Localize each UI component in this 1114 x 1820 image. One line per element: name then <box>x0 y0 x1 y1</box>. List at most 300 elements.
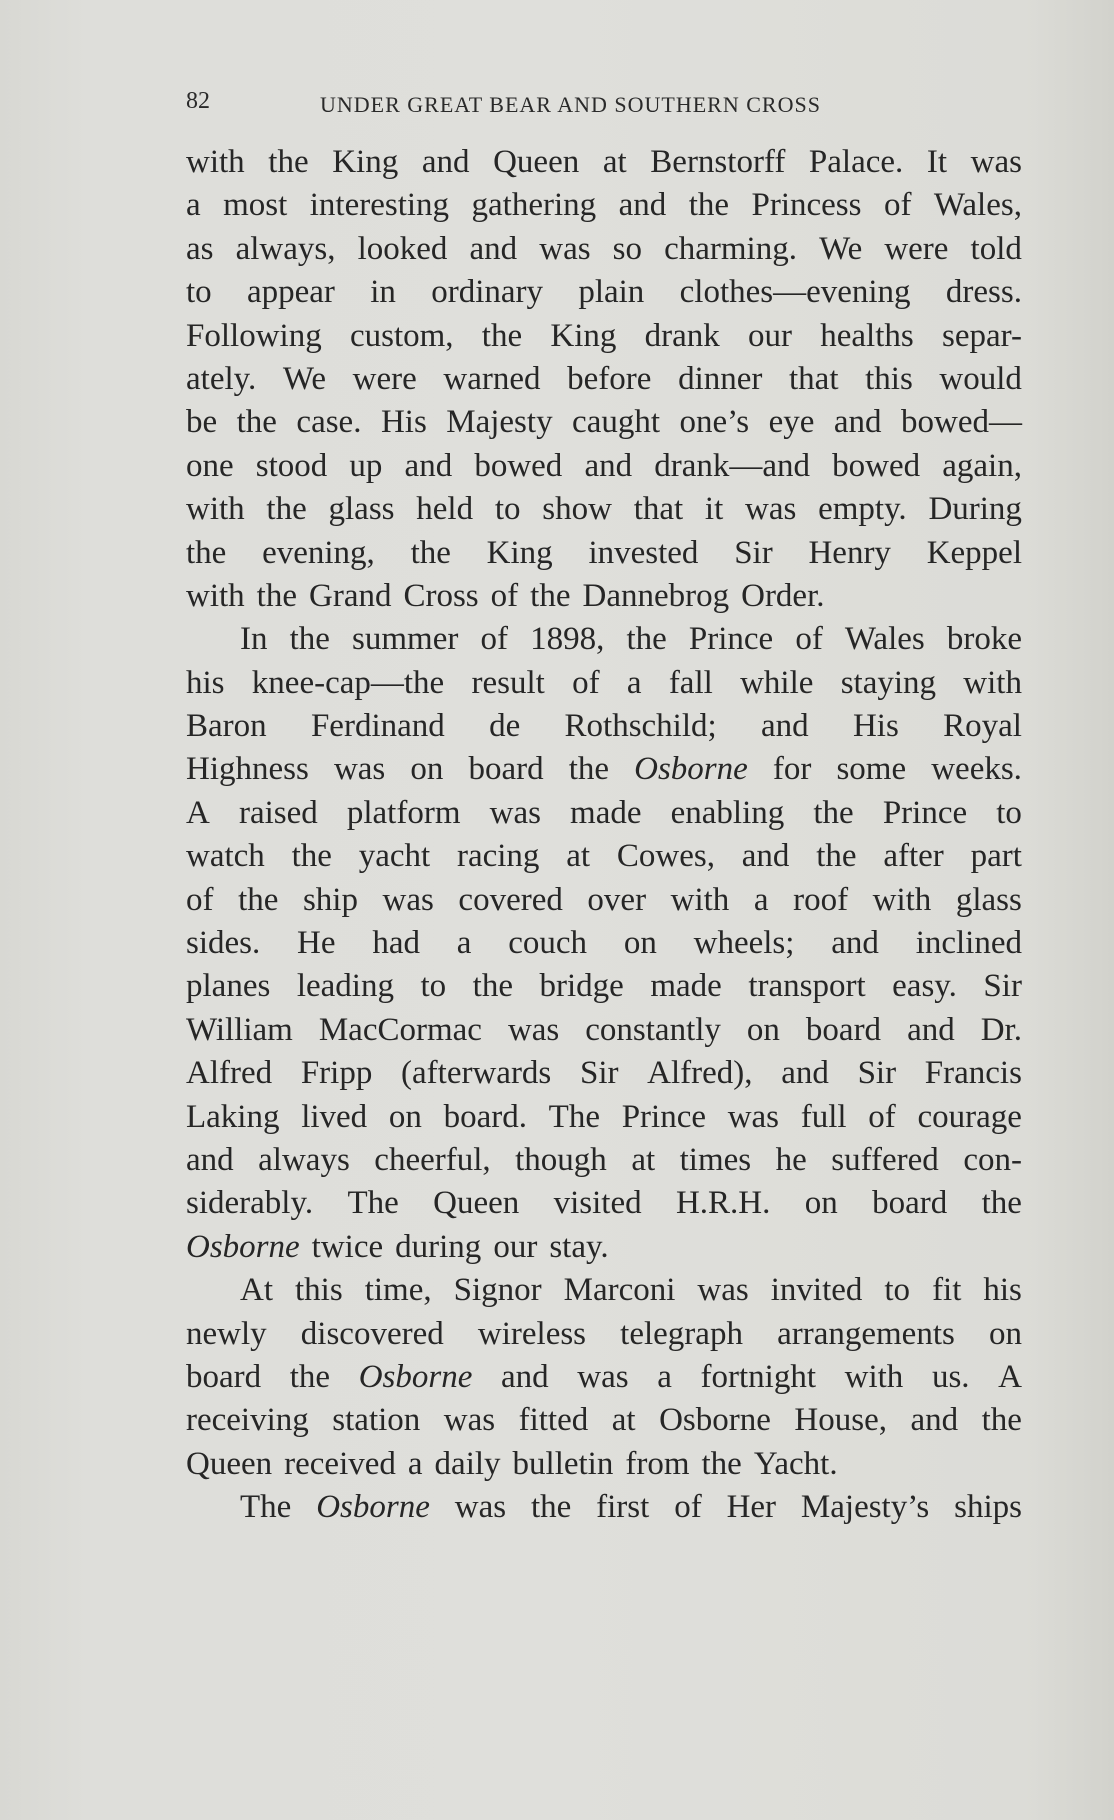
text-line <box>186 618 1022 661</box>
word: a <box>753 881 769 918</box>
word: times <box>679 1141 752 1178</box>
word: summer <box>352 621 459 658</box>
word: siderably. <box>186 1185 314 1222</box>
word: Sir <box>734 534 773 571</box>
word: was <box>454 1489 507 1526</box>
word: Queen <box>493 144 580 180</box>
word: constantly <box>585 1011 721 1048</box>
word: though <box>515 1141 607 1178</box>
word: during <box>395 1228 482 1265</box>
word: and <box>761 708 809 745</box>
word: King <box>332 144 399 180</box>
word: was <box>507 1011 560 1048</box>
word: board. <box>443 1098 527 1135</box>
word: de <box>489 708 521 745</box>
word: sides. <box>186 925 261 962</box>
word: on <box>388 1098 422 1135</box>
word: and <box>501 1358 549 1395</box>
word: and <box>741 838 790 875</box>
word: time, <box>364 1272 432 1309</box>
text-line <box>186 1009 1022 1052</box>
word: again, <box>942 447 1022 484</box>
word: would <box>939 360 1022 397</box>
text-line <box>186 445 1022 488</box>
word: MacCormac <box>318 1011 482 1048</box>
word: with <box>670 881 730 918</box>
word: ately. <box>186 360 257 397</box>
word: the <box>816 838 857 875</box>
text-line <box>186 1226 1022 1269</box>
word: and <box>907 1011 955 1048</box>
running-head: UNDER GREAT BEAR AND SOUTHERN CROSS <box>320 92 821 117</box>
word: of <box>674 1489 702 1526</box>
word: Cross <box>403 577 479 614</box>
word: on <box>746 1011 780 1048</box>
word: on <box>804 1185 838 1222</box>
word: easy. <box>892 968 957 1005</box>
word: made <box>570 794 642 831</box>
word: some <box>836 751 907 788</box>
word: dinner <box>678 360 763 397</box>
word: with <box>844 1358 904 1395</box>
word: wheels; <box>693 925 795 962</box>
word: platform <box>346 794 461 831</box>
word: and <box>421 144 470 180</box>
word: over <box>587 881 647 918</box>
word: at <box>602 144 627 180</box>
word: was <box>970 144 1022 180</box>
word: were <box>884 230 949 267</box>
text-line <box>186 575 1022 618</box>
word: H.R.H. <box>675 1185 771 1222</box>
word: Princess <box>751 187 862 224</box>
word: Osborne <box>659 1402 771 1439</box>
word: (afterwards <box>401 1055 552 1092</box>
word: gathering <box>471 187 597 224</box>
word: Alfred), <box>647 1055 753 1092</box>
word: a <box>407 1445 423 1482</box>
word: to <box>186 274 212 311</box>
word: Baron <box>186 708 267 745</box>
word: the <box>410 534 451 571</box>
text-line <box>186 1313 1022 1356</box>
word: leading <box>296 968 394 1005</box>
word: bowed <box>474 447 563 484</box>
word: bridge <box>539 968 624 1005</box>
word: the <box>688 187 730 224</box>
word: and <box>404 447 453 484</box>
word: and <box>186 1141 234 1178</box>
word: board <box>805 1011 882 1048</box>
word: Prince <box>688 621 774 658</box>
word: the <box>981 1402 1022 1439</box>
text-line <box>186 1182 1022 1225</box>
word: Following <box>186 317 322 354</box>
text-line <box>186 922 1022 965</box>
word: William <box>186 1011 293 1048</box>
word: transport <box>748 968 866 1005</box>
word: racing <box>456 838 540 875</box>
word: he <box>775 1141 807 1178</box>
word: board <box>468 751 544 788</box>
word: was <box>727 1098 780 1135</box>
word: to <box>420 968 447 1005</box>
text-line <box>186 1096 1022 1139</box>
text-line <box>186 141 1022 184</box>
word: Osborne <box>634 751 748 788</box>
word: twice <box>311 1228 384 1265</box>
word: Prince <box>621 1098 706 1135</box>
word: Keppel <box>926 534 1022 571</box>
word: up <box>349 447 383 484</box>
body-text <box>186 141 1022 1530</box>
word: and <box>833 404 882 441</box>
text-line <box>186 401 1022 444</box>
word: visited <box>553 1185 642 1222</box>
word: and <box>781 1055 829 1092</box>
word: Highness <box>186 751 309 788</box>
word: King <box>486 534 553 571</box>
word: stay. <box>549 1228 609 1265</box>
word: one <box>186 447 234 484</box>
text-line <box>186 835 1022 878</box>
word: drank—and <box>654 447 811 484</box>
word: bulletin <box>512 1445 614 1482</box>
page-header <box>186 88 946 128</box>
word: Ferdinand <box>310 708 445 745</box>
word: on <box>410 751 444 788</box>
text-line <box>186 488 1022 531</box>
word: to <box>884 1272 911 1309</box>
word: He <box>297 925 336 962</box>
word: Osborne <box>186 1228 300 1265</box>
word: part <box>970 838 1022 875</box>
word: House, <box>794 1402 887 1439</box>
word: and <box>831 925 879 962</box>
word: yacht <box>358 838 431 875</box>
text-line <box>186 1052 1022 1095</box>
word: the <box>266 491 307 528</box>
word: of <box>795 621 823 658</box>
word: Wales <box>844 621 925 658</box>
word: Her <box>726 1489 777 1526</box>
word: was <box>697 1272 749 1309</box>
text-line <box>186 1443 1022 1486</box>
word: watch <box>186 838 265 875</box>
word: was <box>443 1402 496 1439</box>
word: charming. <box>664 230 797 267</box>
word: fall <box>668 664 713 701</box>
word: the <box>981 1185 1022 1222</box>
word: so <box>612 230 643 267</box>
word: full <box>800 1098 847 1135</box>
word: of <box>883 187 912 224</box>
word: on <box>623 925 657 962</box>
word: stood <box>255 447 328 484</box>
page-number: 82 <box>186 88 210 114</box>
word: Bernstorff <box>650 144 786 180</box>
word: fitted <box>518 1402 589 1439</box>
word: Francis <box>924 1055 1022 1092</box>
text-line <box>186 184 1022 227</box>
word: fortnight <box>700 1358 817 1395</box>
word: was <box>489 794 541 831</box>
word: staying <box>840 664 937 701</box>
word: the <box>481 317 523 354</box>
word: always, <box>235 230 336 267</box>
word: Order. <box>741 577 825 614</box>
word: Prince <box>882 794 968 831</box>
word: be <box>186 404 218 441</box>
word: Sir <box>857 1055 897 1092</box>
word: had <box>372 925 420 962</box>
text-line <box>186 1356 1022 1399</box>
word: with <box>186 577 245 614</box>
word: while <box>740 664 814 701</box>
word: it <box>704 491 724 528</box>
word: on <box>988 1315 1022 1352</box>
word: A <box>998 1358 1022 1395</box>
word: Sir <box>579 1055 619 1092</box>
word: one’s <box>679 404 750 441</box>
word: the <box>701 1445 742 1482</box>
word: His <box>380 404 427 441</box>
word: warned <box>443 360 541 397</box>
word: first <box>596 1489 650 1526</box>
word: Fripp <box>300 1055 373 1092</box>
word: Grand <box>309 577 392 614</box>
word: Palace. <box>808 144 904 180</box>
word: A <box>186 794 210 831</box>
word: our <box>493 1228 538 1265</box>
word: with <box>186 144 245 180</box>
word: glass <box>955 881 1022 918</box>
word: knee-cap—the <box>251 664 445 701</box>
word: and <box>469 230 518 267</box>
word: with <box>186 491 245 528</box>
word: invested <box>588 534 699 571</box>
text-line <box>186 1486 1022 1529</box>
text-line <box>186 532 1022 575</box>
word: Dannebrog <box>582 577 730 614</box>
word: after <box>883 838 944 875</box>
word: case. <box>296 404 362 441</box>
word: before <box>567 360 652 397</box>
word: Queen <box>186 1445 273 1482</box>
word: looked <box>357 230 448 267</box>
word: broke <box>946 621 1022 658</box>
word: During <box>928 491 1022 528</box>
word: bowed— <box>901 404 1022 441</box>
word: were <box>352 360 417 397</box>
word: his <box>983 1272 1022 1309</box>
word: plain <box>578 274 645 311</box>
word: of <box>186 881 214 918</box>
word: Signor <box>453 1272 542 1309</box>
word: that <box>633 491 684 528</box>
word: this <box>865 360 913 397</box>
word: interesting <box>309 187 450 224</box>
word: covered <box>458 881 563 918</box>
text-line <box>186 965 1022 1008</box>
text-line <box>186 1399 1022 1442</box>
word: newly <box>186 1315 267 1352</box>
word: ships <box>954 1489 1022 1526</box>
word: healths <box>820 317 914 354</box>
word: Laking <box>186 1098 280 1135</box>
word: station <box>332 1402 421 1439</box>
text-line <box>186 792 1022 835</box>
word: eye <box>768 404 815 441</box>
text-line <box>186 1269 1022 1312</box>
word: Wales, <box>933 187 1022 224</box>
word: Dr. <box>980 1011 1022 1048</box>
word: custom, <box>349 317 454 354</box>
text-line <box>186 358 1022 401</box>
word: weeks. <box>931 751 1022 788</box>
word: Osborne <box>316 1489 430 1526</box>
word: the <box>268 144 309 180</box>
word: always <box>258 1141 350 1178</box>
word: telegraph <box>620 1315 743 1352</box>
word: We <box>282 360 327 397</box>
word: of <box>572 664 600 701</box>
word: and <box>910 1402 959 1439</box>
word: show <box>542 491 612 528</box>
word: of <box>490 577 519 614</box>
word: the <box>626 621 667 658</box>
text-line <box>186 315 1022 358</box>
word: arrangements <box>777 1315 955 1352</box>
word: bowed <box>832 447 921 484</box>
word: receiving <box>186 1402 309 1439</box>
word: Osborne <box>358 1358 473 1395</box>
word: and <box>618 187 667 224</box>
word: the <box>291 838 332 875</box>
word: held <box>416 491 474 528</box>
word: glass <box>328 491 395 528</box>
word: of <box>480 621 508 658</box>
word: enabling <box>670 794 785 831</box>
word: the <box>289 621 330 658</box>
word: the <box>236 404 277 441</box>
word: as <box>186 230 214 267</box>
word: his <box>186 664 225 701</box>
word: courage <box>917 1098 1022 1135</box>
word: the <box>256 577 297 614</box>
word: our <box>748 317 792 354</box>
word: that <box>789 360 839 397</box>
word: made <box>650 968 722 1005</box>
word: raised <box>238 794 318 831</box>
text-line <box>186 705 1022 748</box>
word: con- <box>963 1141 1022 1178</box>
word: Marconi <box>563 1272 676 1309</box>
word: Rothschild; <box>564 708 717 745</box>
text-line <box>186 1139 1022 1182</box>
word: 1898, <box>530 621 605 658</box>
word: invited <box>770 1272 863 1309</box>
word: ordinary <box>431 274 544 311</box>
word: inclined <box>915 925 1022 962</box>
word: The <box>240 1489 292 1526</box>
word: for <box>772 751 812 788</box>
word: appear <box>246 274 335 311</box>
word: planes <box>186 968 271 1005</box>
word: of <box>868 1098 896 1135</box>
word: at <box>611 1402 636 1439</box>
word: told <box>970 230 1022 267</box>
word: the <box>238 881 279 918</box>
word: us. <box>931 1358 970 1395</box>
word: The <box>347 1185 399 1222</box>
word: evening, <box>262 534 375 571</box>
word: Cowes, <box>616 838 715 875</box>
word: Henry <box>808 534 891 571</box>
word: His <box>852 708 899 745</box>
word: roof <box>793 881 849 918</box>
word: Alfred <box>186 1055 273 1092</box>
word: In <box>240 621 268 658</box>
word: Queen <box>433 1185 520 1222</box>
word: a <box>657 1358 672 1395</box>
word: Royal <box>943 708 1022 745</box>
word: a <box>456 925 472 962</box>
word: couch <box>508 925 588 962</box>
word: Yacht. <box>753 1445 838 1482</box>
word: was <box>539 230 591 267</box>
word: ship <box>302 881 358 918</box>
text-line <box>186 879 1022 922</box>
word: the <box>568 751 610 788</box>
word: from <box>625 1445 690 1482</box>
word: We <box>819 230 863 267</box>
word: to <box>996 794 1022 831</box>
word: drank <box>644 317 720 354</box>
word: was <box>577 1358 629 1395</box>
word: result <box>471 664 545 701</box>
word: with <box>872 881 932 918</box>
word: board <box>186 1358 262 1395</box>
text-line <box>186 748 1022 791</box>
word: in <box>370 274 396 311</box>
word: was <box>745 491 797 528</box>
word: It <box>926 144 948 180</box>
word: was <box>382 881 434 918</box>
word: Sir <box>983 968 1022 1005</box>
word: this <box>295 1272 343 1309</box>
word: separ- <box>941 317 1022 354</box>
word: most <box>223 187 288 224</box>
word: fit <box>932 1272 962 1309</box>
text-line <box>186 662 1022 705</box>
word: a <box>186 187 201 224</box>
word: The <box>548 1098 600 1135</box>
word: with <box>963 664 1022 701</box>
word: the <box>813 794 854 831</box>
word: received <box>284 1445 396 1482</box>
word: was <box>333 751 386 788</box>
word: discovered <box>300 1315 444 1352</box>
word: to <box>494 491 521 528</box>
word: wireless <box>477 1315 587 1352</box>
word: daily <box>434 1445 501 1482</box>
word: Majesty’s <box>800 1489 930 1526</box>
word: the <box>530 1489 572 1526</box>
word: cheerful, <box>374 1141 491 1178</box>
word: the <box>530 577 571 614</box>
text-line <box>186 271 1022 314</box>
